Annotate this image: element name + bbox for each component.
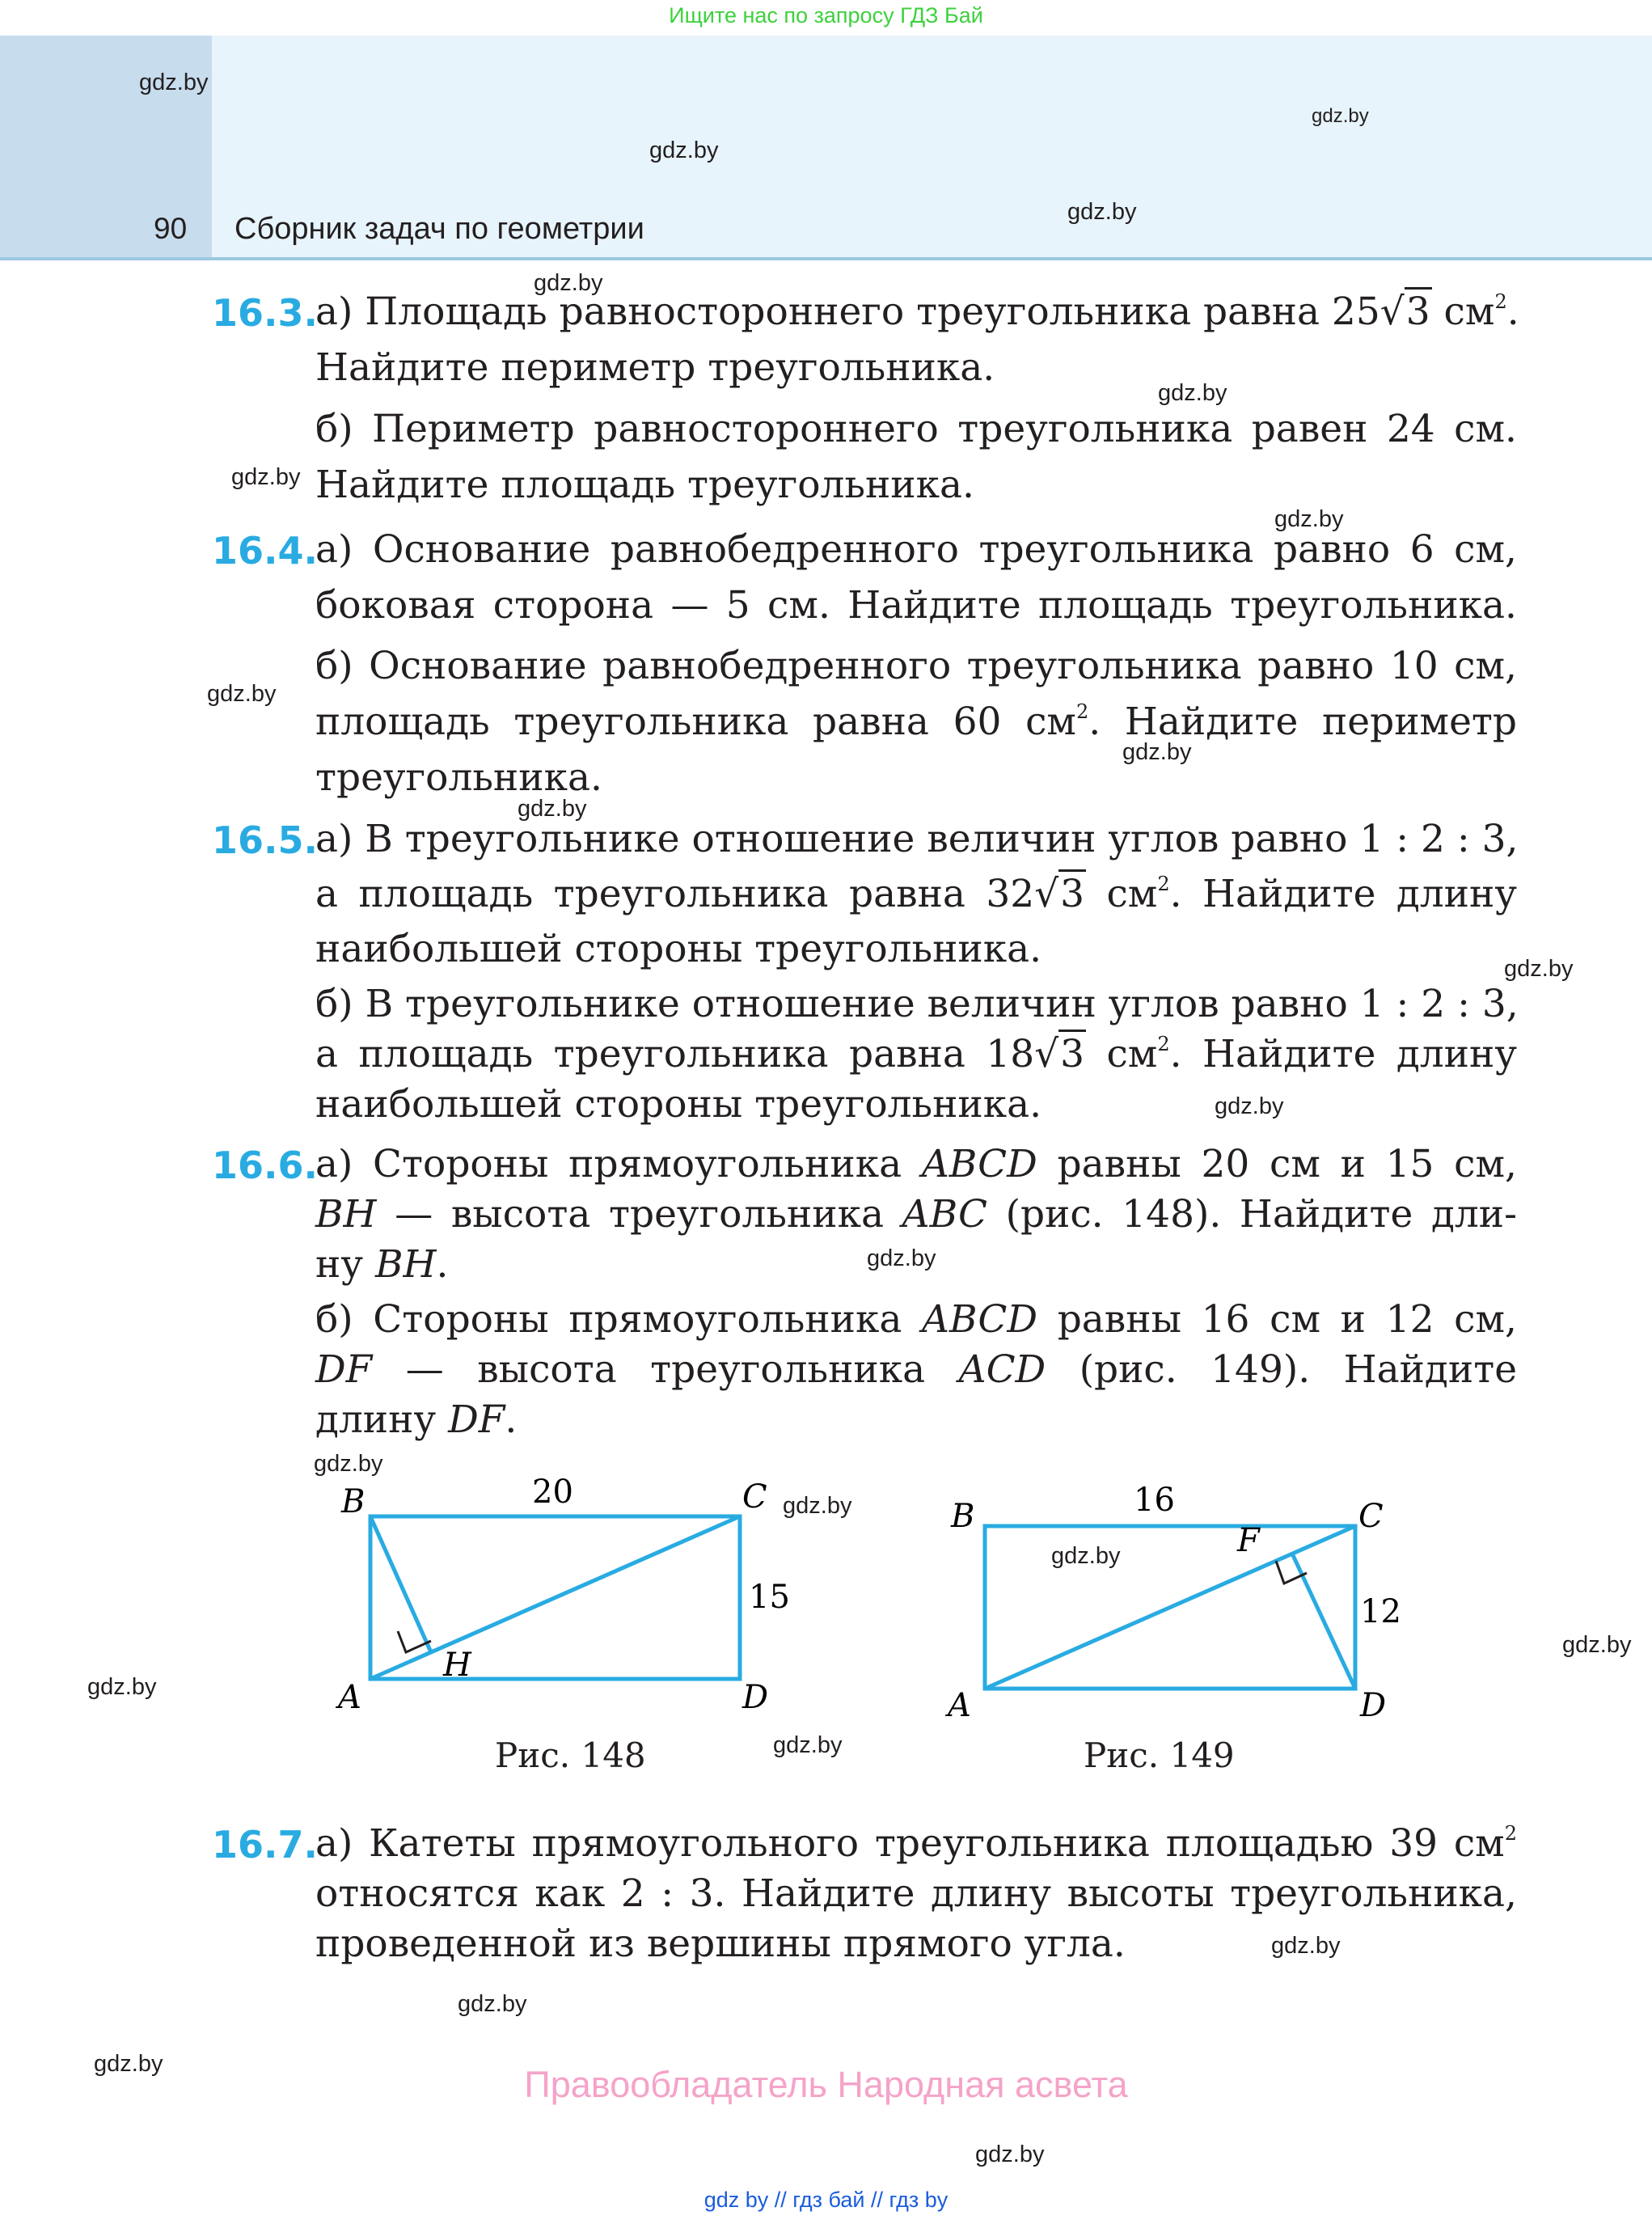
point-h-label: H [443,1647,471,1684]
vertex-b-label: B [951,1498,975,1535]
page-number: 90 [154,212,188,245]
problem-line: DF — высота треугольника ACD (рис. 149). Найдите [315,1347,1518,1392]
problem-line: боковая сторона — 5 см. Найдите площадь треугольника. [315,583,1517,628]
problem-line: наибольшей стороны треугольника. [315,927,1042,971]
problem-line: относятся как 2 : 3. Найдите длину высоты треугольника, [315,1871,1517,1916]
problem-line: а) Стороны прямоугольника ABCD равны 20 см и 15 см, [315,1142,1517,1186]
watermark: gdz.by [649,137,719,163]
problem-line: Найдите площадь треугольника. [315,463,974,507]
vertex-d-label: D [1360,1687,1387,1723]
problem-line: площадь треугольника равна 60 $см^2$. Найдите периметр [315,700,1517,744]
problem-line: треугольника. [315,755,602,800]
diagonal-ac [985,1526,1355,1689]
side-length-label: 15 [749,1579,790,1616]
problem-line: б) В треугольнике отношение величин углов равно 1 : 2 : 3, [315,982,1519,1026]
problem-line: BH — высота треугольника ABC (рис. 148). Найдите дли- [315,1192,1517,1237]
problem-line: а площадь треугольника равна 32√3 $см^2$. Найдите длину [315,872,1517,916]
watermark: gdz.by [1271,1933,1341,1959]
problem-line: б) Периметр равностороннего треугольника равен 24 см. [315,407,1517,451]
watermark: gdz.by [1067,199,1137,225]
watermark: gdz.by [867,1245,936,1271]
figure-148 [323,1464,809,1723]
watermark: gdz.by [773,1732,843,1758]
height-df [1292,1554,1355,1689]
problem-number: 16.4. [212,529,318,573]
side-length-label: 20 [532,1474,573,1511]
problem-number: 16.6. [212,1144,318,1187]
watermark: gdz.by [87,1674,157,1700]
watermark: gdz.by [1274,506,1344,532]
watermark: gdz.by [1051,1543,1121,1569]
problem-line: наибольшей стороны треугольника. [315,1082,1042,1127]
problem-line: а) Основание равнобедренного треугольника равно 6 см, [315,527,1517,572]
watermark: gdz.by [207,681,277,707]
vertex-c-label: C [742,1478,767,1516]
watermark: gdz.by [1215,1093,1284,1119]
vertex-a-label: A [948,1687,971,1723]
problem-line: а площадь треугольника равна 18√3 $см^2$. Найдите длину [315,1032,1517,1076]
problem-line: а) Площадь равностороннего треугольника равна 25√3 $см^2$. [315,290,1517,334]
problem-number: 16.7. [212,1823,318,1867]
problem-line: а) В треугольнике отношение величин углов равно 1 : 2 : 3, [315,817,1519,861]
watermark: gdz.by [534,270,603,296]
problem-line: б) Стороны прямоугольника ABCD равны 16 см и 12 см, [315,1297,1517,1342]
watermark: gdz.by [975,2142,1045,2167]
problem-line: Найдите периметр треугольника. [315,345,995,390]
watermark: gdz.by [518,796,587,822]
vertex-b-label: B [341,1483,365,1520]
vertex-d-label: D [742,1679,769,1716]
watermark: gdz.by [783,1493,852,1519]
problem-line: проведенной из вершины прямого угла. [315,1922,1126,1966]
side-length-label: 12 [1360,1593,1401,1630]
point-f-label: F [1237,1522,1260,1559]
copyright-notice: Правообладатель Народная асвета [524,2064,1128,2105]
vertex-c-label: C [1358,1498,1384,1535]
diagonal-ac [370,1516,740,1679]
top-banner[interactable]: Ищите нас по запросу ГДЗ Бай [669,3,983,27]
watermark: gdz.by [1122,739,1192,765]
problem-line: ну BH. [315,1242,449,1287]
problem-line: длину DF. [315,1397,518,1442]
problem-line: а) Катеты прямоугольного треугольника площадью 39 $см^2$ [315,1821,1517,1866]
figure-149 [930,1464,1415,1723]
problem-number: 16.3. [212,291,318,335]
watermark: gdz.by [231,464,301,490]
watermark: gdz.by [1312,105,1369,127]
watermark: gdz.by [458,1991,527,2017]
header-divider [0,257,1652,260]
side-length-label: 16 [1134,1482,1175,1519]
figure-caption: Рис. 149 [1084,1736,1235,1775]
figure-caption: Рис. 148 [495,1736,646,1775]
book-title: Сборник задач по геометрии [234,212,644,246]
watermark: gdz.by [1504,956,1574,982]
bottom-links[interactable]: gdz by // гдз бай // гдз by [703,2188,949,2212]
watermark: gdz.by [1562,1632,1632,1658]
watermark: gdz.by [314,1451,383,1477]
problem-line: б) Основание равнобедренного треугольника равно 10 см, [315,644,1517,688]
watermark: gdz.by [94,2051,163,2077]
watermark: gdz.by [1158,380,1227,406]
vertex-a-label: A [338,1679,361,1716]
height-bh [370,1516,431,1652]
problem-number: 16.5. [212,818,318,862]
watermark: gdz.by [139,70,209,95]
